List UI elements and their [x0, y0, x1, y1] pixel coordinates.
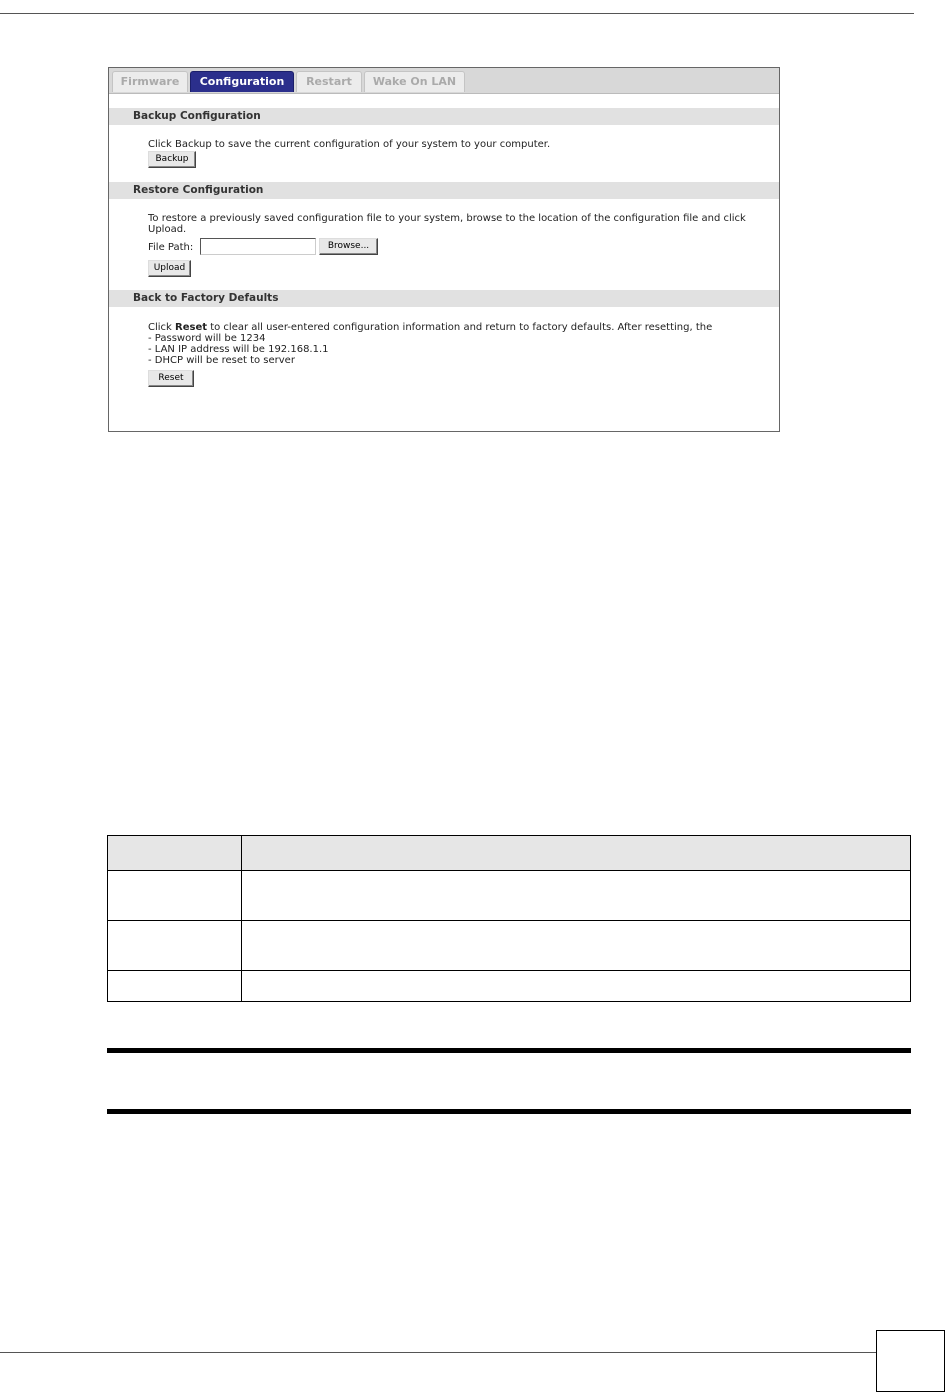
note-bottom-rule — [107, 1109, 911, 1114]
table-header-cell — [108, 836, 242, 871]
table-header-row — [108, 836, 911, 871]
factory-list-item: - Password will be 1234 — [148, 333, 266, 344]
tab-restart[interactable]: Restart — [296, 71, 362, 92]
tab-bar — [109, 68, 779, 94]
table-cell — [242, 971, 911, 1002]
table-cell — [108, 971, 242, 1002]
backup-description: Click Backup to save the current configuration of your system to your computer. — [148, 139, 551, 150]
tab-firmware[interactable]: Firmware — [112, 71, 188, 92]
restore-description-line2: Upload. — [148, 224, 187, 235]
note-top-rule — [107, 1048, 911, 1053]
field-description-table — [107, 835, 911, 1002]
factory-text-post: to clear all user-entered configuration information and return to factory defaults. After resetting, the — [207, 322, 713, 333]
footer-rule — [0, 1352, 876, 1353]
table-cell — [108, 871, 242, 921]
restore-description-line1: To restore a previously saved configuration file to your system, browse to the location of the configuration file and click — [148, 213, 746, 224]
page-number-box — [876, 1330, 945, 1392]
tab-wake-on-lan[interactable]: Wake On LAN — [364, 71, 465, 92]
backup-section-heading: Backup Configuration — [109, 108, 779, 125]
table-cell — [242, 871, 911, 921]
configuration-panel — [108, 67, 780, 432]
file-path-label: File Path: — [148, 242, 194, 253]
table-cell — [242, 921, 911, 971]
factory-defaults-section-heading: Back to Factory Defaults — [109, 290, 779, 307]
table-header-cell — [242, 836, 911, 871]
file-path-input[interactable] — [200, 238, 316, 255]
backup-button[interactable]: Backup — [148, 151, 196, 168]
factory-defaults-description — [148, 322, 712, 333]
table-row — [108, 921, 911, 971]
browse-button[interactable]: Browse... — [319, 238, 378, 255]
restore-section-heading: Restore Configuration — [109, 182, 779, 199]
factory-text-bold: Reset — [175, 322, 208, 333]
header-rule — [0, 13, 914, 14]
table-row — [108, 971, 911, 1002]
upload-button[interactable]: Upload — [148, 260, 191, 277]
tab-configuration[interactable]: Configuration — [190, 71, 294, 92]
reset-button[interactable]: Reset — [148, 370, 194, 387]
factory-list-item: - DHCP will be reset to server — [148, 355, 295, 366]
factory-text-pre: Click — [148, 322, 176, 333]
factory-list-item: - LAN IP address will be 192.168.1.1 — [148, 344, 329, 355]
table-row — [108, 871, 911, 921]
table-cell — [108, 921, 242, 971]
